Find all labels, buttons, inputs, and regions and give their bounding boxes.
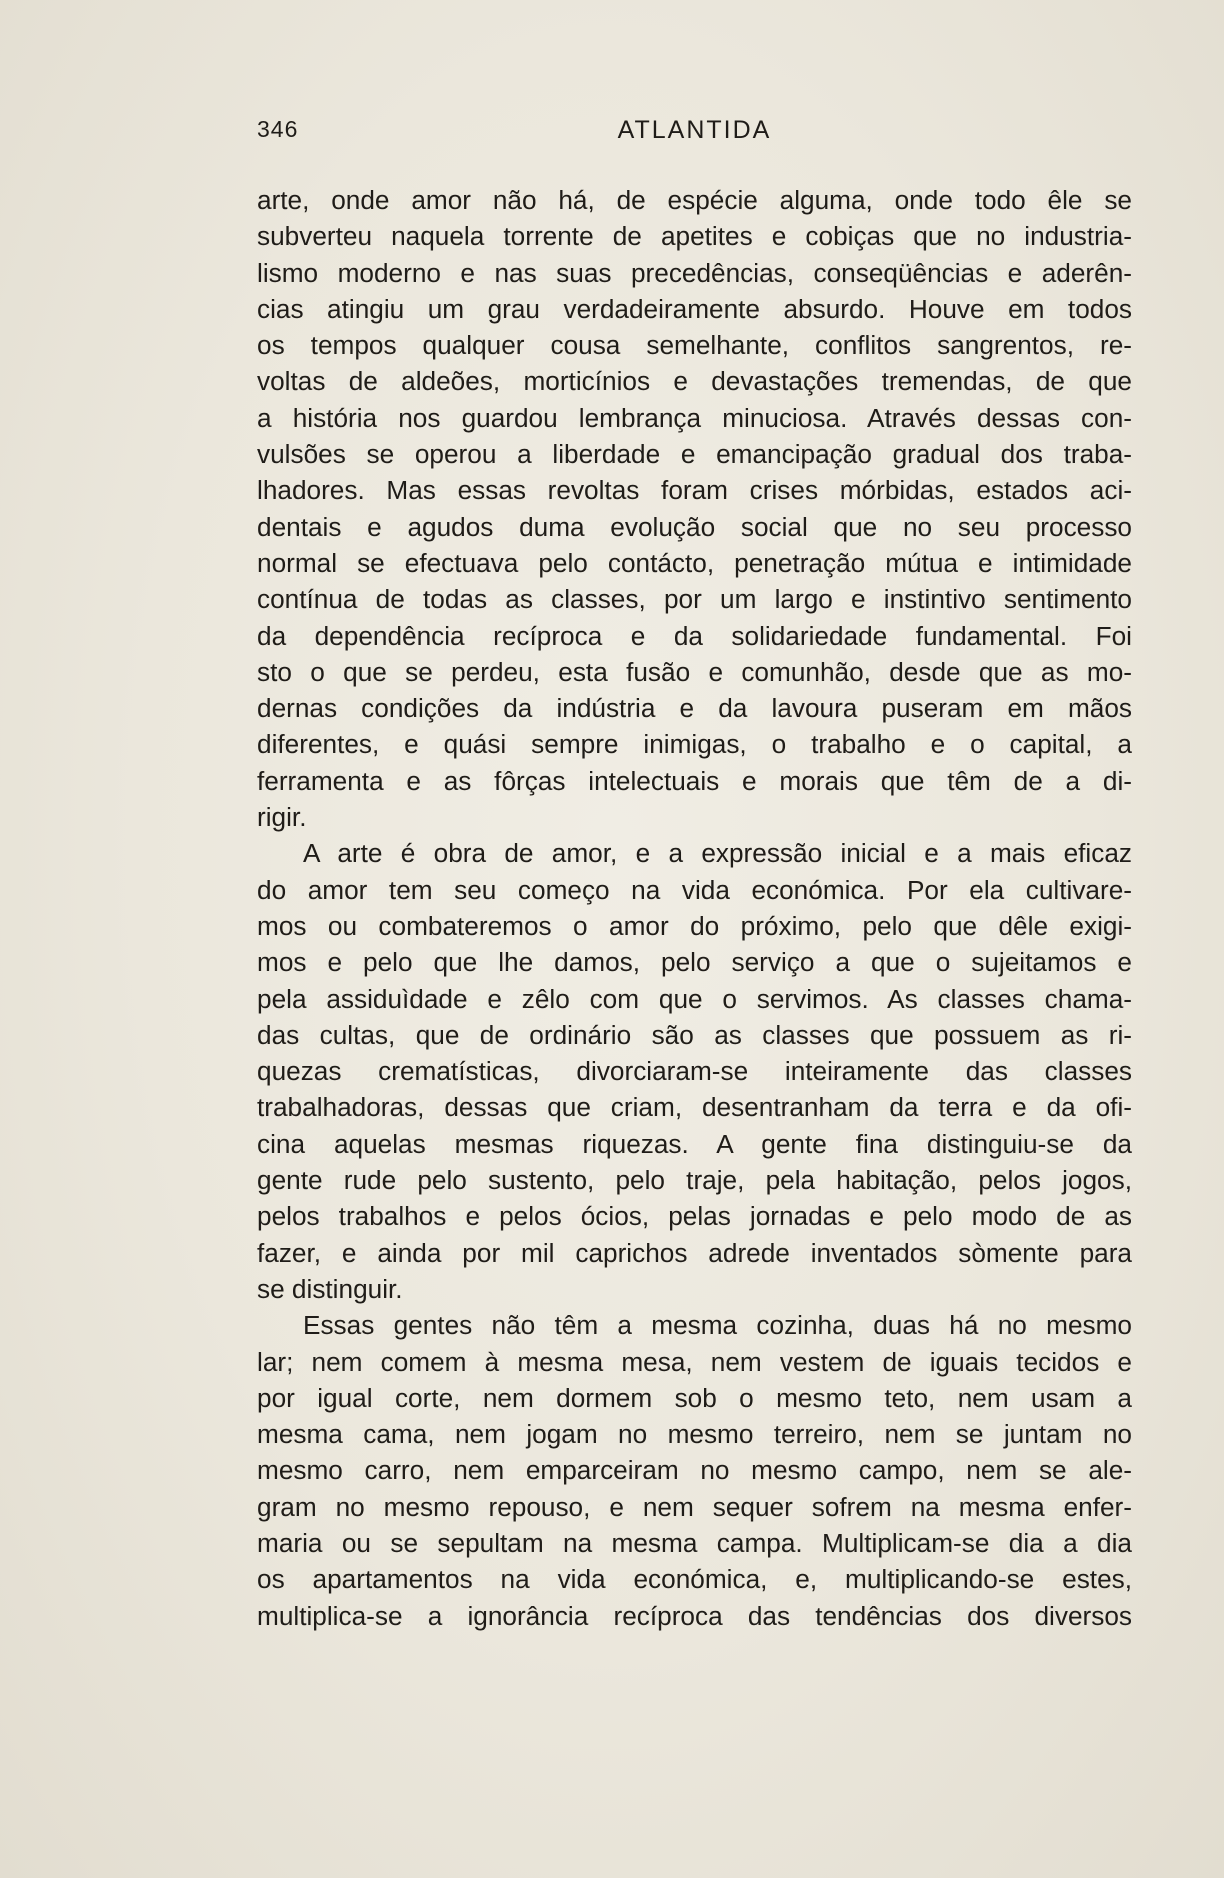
page-number: 346 <box>257 116 299 142</box>
text-line: normal se efectuava pelo contácto, penetração mútua e intimidade <box>257 547 1132 578</box>
text-line: pela assiduìdade e zêlo com que o servimos. As classes chama- <box>257 983 1132 1014</box>
text-line: os tempos qualquer cousa semelhante, conflitos sangrentos, re- <box>257 330 1132 361</box>
text-line: cina aquelas mesmas riquezas. A gente fina distinguiu-se da <box>257 1128 1132 1159</box>
body-text <box>257 182 1132 1634</box>
text-line: contínua de todas as classes, por um largo e instintivo sentimento <box>257 584 1132 615</box>
text-line: mesmo carro, nem emparceiram no mesmo campo, nem se ale- <box>257 1455 1132 1486</box>
text-line: A arte é obra de amor, e a expressão inicial e a mais eficaz <box>303 838 1132 869</box>
text-line: mos ou combateremos o amor do próximo, pelo que dêle exigi- <box>257 910 1132 941</box>
text-line: se distinguir. <box>257 1273 403 1304</box>
text-line: lismo moderno e nas suas precedências, conseqüências e aderên- <box>257 257 1132 288</box>
text-line: fazer, e ainda por mil caprichos adrede inventados sòmente para <box>257 1237 1132 1268</box>
text-line: arte, onde amor não há, de espécie alguma, onde todo êle se <box>257 185 1132 215</box>
running-title: ATLANTIDA <box>617 116 772 144</box>
text-line: vulsões se operou a liberdade e emancipação gradual dos traba- <box>257 439 1132 470</box>
text-line: voltas de aldeões, morticínios e devastações tremendas, de que <box>257 366 1132 397</box>
text-line: mos e pelo que lhe damos, pelo serviço a que o sujeitamos e <box>257 947 1132 978</box>
text-line: por igual corte, nem dormem sob o mesmo teto, nem usam a <box>257 1382 1132 1413</box>
text-line: lhadores. Mas essas revoltas foram crises mórbidas, estados aci- <box>257 475 1132 506</box>
text-line: do amor tem seu começo na vida económica. Por ela cultivare- <box>257 874 1132 905</box>
page-header <box>257 112 1132 152</box>
text-line: gram no mesmo repouso, e nem sequer sofrem na mesma enfer- <box>257 1491 1132 1522</box>
text-line: maria ou se sepultam na mesma campa. Multiplicam-se dia a dia <box>257 1527 1132 1558</box>
text-line: pelos trabalhos e pelos ócios, pelas jornadas e pelo modo de as <box>257 1201 1132 1232</box>
text-line: da dependência recíproca e da solidariedade fundamental. Foi <box>257 620 1132 651</box>
text-line: sto o que se perdeu, esta fusão e comunhão, desde que as mo- <box>257 656 1132 687</box>
text-line: quezas crematísticas, divorciaram-se inteiramente das classes <box>257 1056 1132 1087</box>
text-line: subverteu naquela torrente de apetites e cobiças que no industria- <box>257 221 1132 252</box>
text-line: dernas condições da indústria e da lavoura puseram em mãos <box>257 693 1132 724</box>
text-line: cias atingiu um grau verdadeiramente absurdo. Houve em todos <box>257 293 1132 324</box>
text-line: mesma cama, nem jogam no mesmo terreiro, nem se juntam no <box>257 1419 1132 1450</box>
text-line: a história nos guardou lembrança minuciosa. Através dessas con- <box>257 402 1132 433</box>
text-line: os apartamentos na vida económica, e, multiplicando-se estes, <box>257 1564 1132 1595</box>
text-line: rigir. <box>257 802 307 833</box>
text-line: diferentes, e quási sempre inimigas, o trabalho e o capital, a <box>257 729 1132 760</box>
text-line: trabalhadoras, dessas que criam, desentranham da terra e da ofi- <box>257 1092 1132 1123</box>
text-line: Essas gentes não têm a mesma cozinha, duas há no mesmo <box>303 1310 1132 1341</box>
text-line: ferramenta e as fôrças intelectuais e morais que têm de a di- <box>257 765 1132 796</box>
text-line: gente rude pelo sustento, pelo traje, pela habitação, pelos jogos, <box>257 1165 1132 1196</box>
text-line: das cultas, que de ordinário são as classes que possuem as ri- <box>257 1019 1132 1050</box>
text-line: multiplica-se a ignorância recíproca das tendências dos diversos <box>257 1600 1132 1631</box>
text-line: lar; nem comem à mesma mesa, nem vestem de iguais tecidos e <box>257 1346 1132 1377</box>
text-line: dentais e agudos duma evolução social que no seu processo <box>257 511 1132 542</box>
